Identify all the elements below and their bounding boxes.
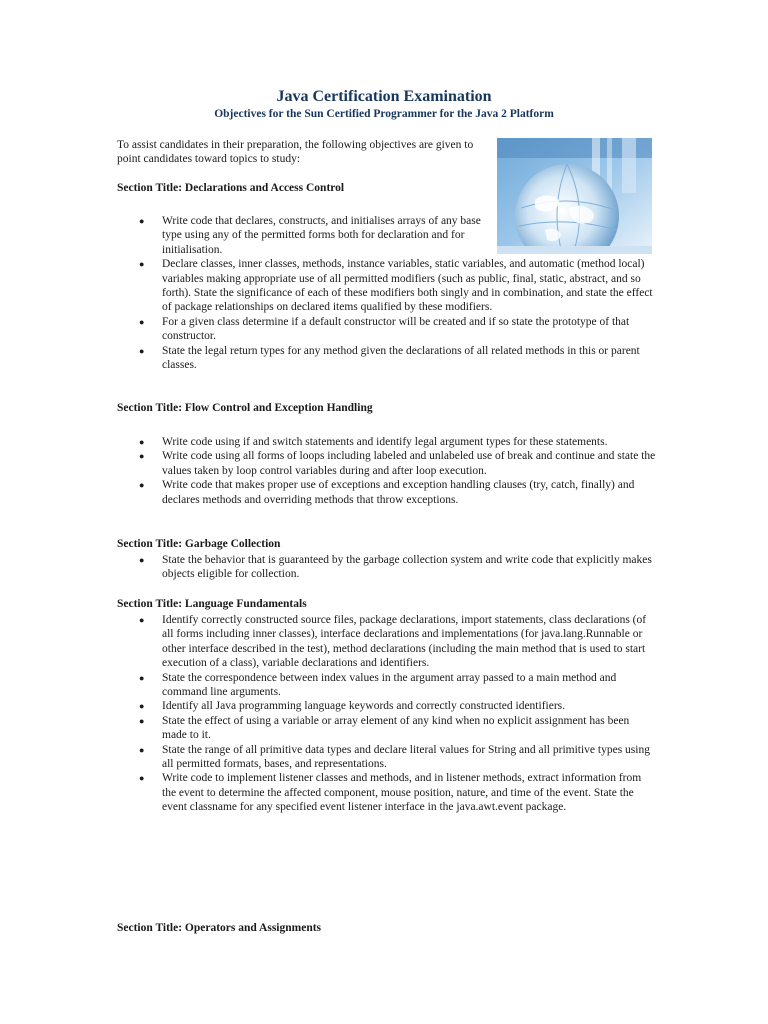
garbage-collection-list	[117, 553, 657, 582]
intro-paragraph: To assist candidates in their preparation, the following objectives are given to point candidates toward topics to study:	[117, 139, 474, 165]
list-item-text: Write code to implement listener classes and methods, and in listener methods, extract information from the event to determine the affected component, mouse position, nature, and time of the event. State the event classname for any specified event listener interface in the java.awt.event package.	[162, 772, 642, 814]
list-item-text: Write code that declares, constructs, and initialises arrays of any base type using any of the permitted forms both for declaration and for initialisation.	[162, 215, 481, 256]
bullet-icon: ●	[139, 480, 145, 491]
list-item	[117, 671, 657, 700]
list-item-text: Write code using all forms of loops including labeled and unlabeled use of break and continue and state the values taken by loop control variables during and after loop execution.	[162, 450, 656, 477]
bullet-icon: ●	[139, 715, 145, 726]
list-item	[117, 435, 657, 449]
list-item-text: Identify all Java programming language keywords and correctly constructed identifiers.	[162, 700, 565, 713]
bullet-icon: ●	[139, 615, 145, 625]
list-item-text: Write code that makes proper use of exceptions and exception handling clauses (try, catch, finally) and declares methods and overriding methods that throw exceptions.	[162, 479, 635, 506]
list-item-text: Write code using if and switch statements and identify legal argument types for these statements.	[162, 436, 608, 448]
list-item-text: State the range of all primitive data types and declare literal values for String and all primitive types using all permitted formats, bases, and representations.	[162, 743, 650, 771]
list-item-text: State the correspondence between index values in the argument array passed to a main method and command line arguments.	[162, 671, 617, 699]
section-title-declarations: Section Title: Declarations and Access Control	[117, 182, 345, 194]
bullet-icon: ●	[139, 437, 145, 447]
bullet-icon: ●	[139, 555, 145, 565]
list-item	[117, 714, 657, 743]
list-item-text: Declare classes, inner classes, methods, instance variables, static variables, and automatic (method local) variables making appropriate use of all permitted modifiers (such as public, final, static, abstract, and so forth). State the significance of each of these modifiers both singly and in combination, and state the effect of package relationships on declared items qualified by these modifiers.	[162, 258, 653, 314]
bullet-icon: ●	[139, 744, 145, 755]
list-item	[117, 344, 657, 373]
list-item-text: State the legal return types for any method given the declarations of all related methods in this or parent classes.	[162, 344, 640, 372]
list-item	[117, 478, 657, 507]
list-item	[117, 743, 657, 772]
section-title-flow-control: Section Title: Flow Control and Exception Handling	[117, 402, 373, 414]
bullet-icon: ●	[139, 216, 145, 226]
list-item	[117, 613, 657, 671]
list-item	[117, 214, 497, 257]
bullet-icon: ●	[139, 345, 145, 356]
list-item	[117, 449, 657, 478]
page-title: Java Certification Examination	[276, 88, 492, 105]
section-title-language-fundamentals: Section Title: Language Fundamentals	[117, 598, 307, 610]
section-title-garbage-collection: Section Title: Garbage Collection	[117, 538, 281, 550]
bullet-icon: ●	[139, 259, 145, 270]
list-item-text: State the effect of using a variable or array element of any kind when no explicit assignment has been made to it.	[162, 714, 630, 742]
flow-control-list	[117, 435, 657, 507]
bullet-icon: ●	[139, 672, 145, 683]
section-title-operators: Section Title: Operators and Assignments	[117, 922, 322, 934]
list-item-text: Identify correctly constructed source files, package declarations, import statements, class declarations (of all forms including inner classes), interface declarations and implementations (for java.lang.Runnable or other interface described in the test), method declarations (including the main method that is used to start execution of a class), variable declarations and identifiers.	[162, 614, 647, 670]
list-item	[117, 699, 657, 713]
page-subtitle: Objectives for the Sun Certified Programmer for the Java 2 Platform	[214, 108, 554, 120]
bullet-icon: ●	[139, 451, 145, 462]
bullet-icon: ●	[139, 773, 145, 784]
language-fundamentals-list	[117, 613, 657, 815]
list-item	[117, 771, 657, 814]
list-item-text: For a given class determine if a default constructor will be created and if so state the prototype of that constructor.	[162, 315, 630, 343]
list-item-text: State the behavior that is guaranteed by the garbage collection system and write code that explicitly makes objects eligible for collection.	[162, 554, 652, 581]
list-item	[117, 315, 657, 344]
declarations-list	[117, 214, 657, 372]
list-item	[117, 553, 657, 582]
bullet-icon: ●	[139, 701, 145, 712]
list-item	[117, 257, 657, 315]
bullet-icon: ●	[139, 316, 145, 327]
